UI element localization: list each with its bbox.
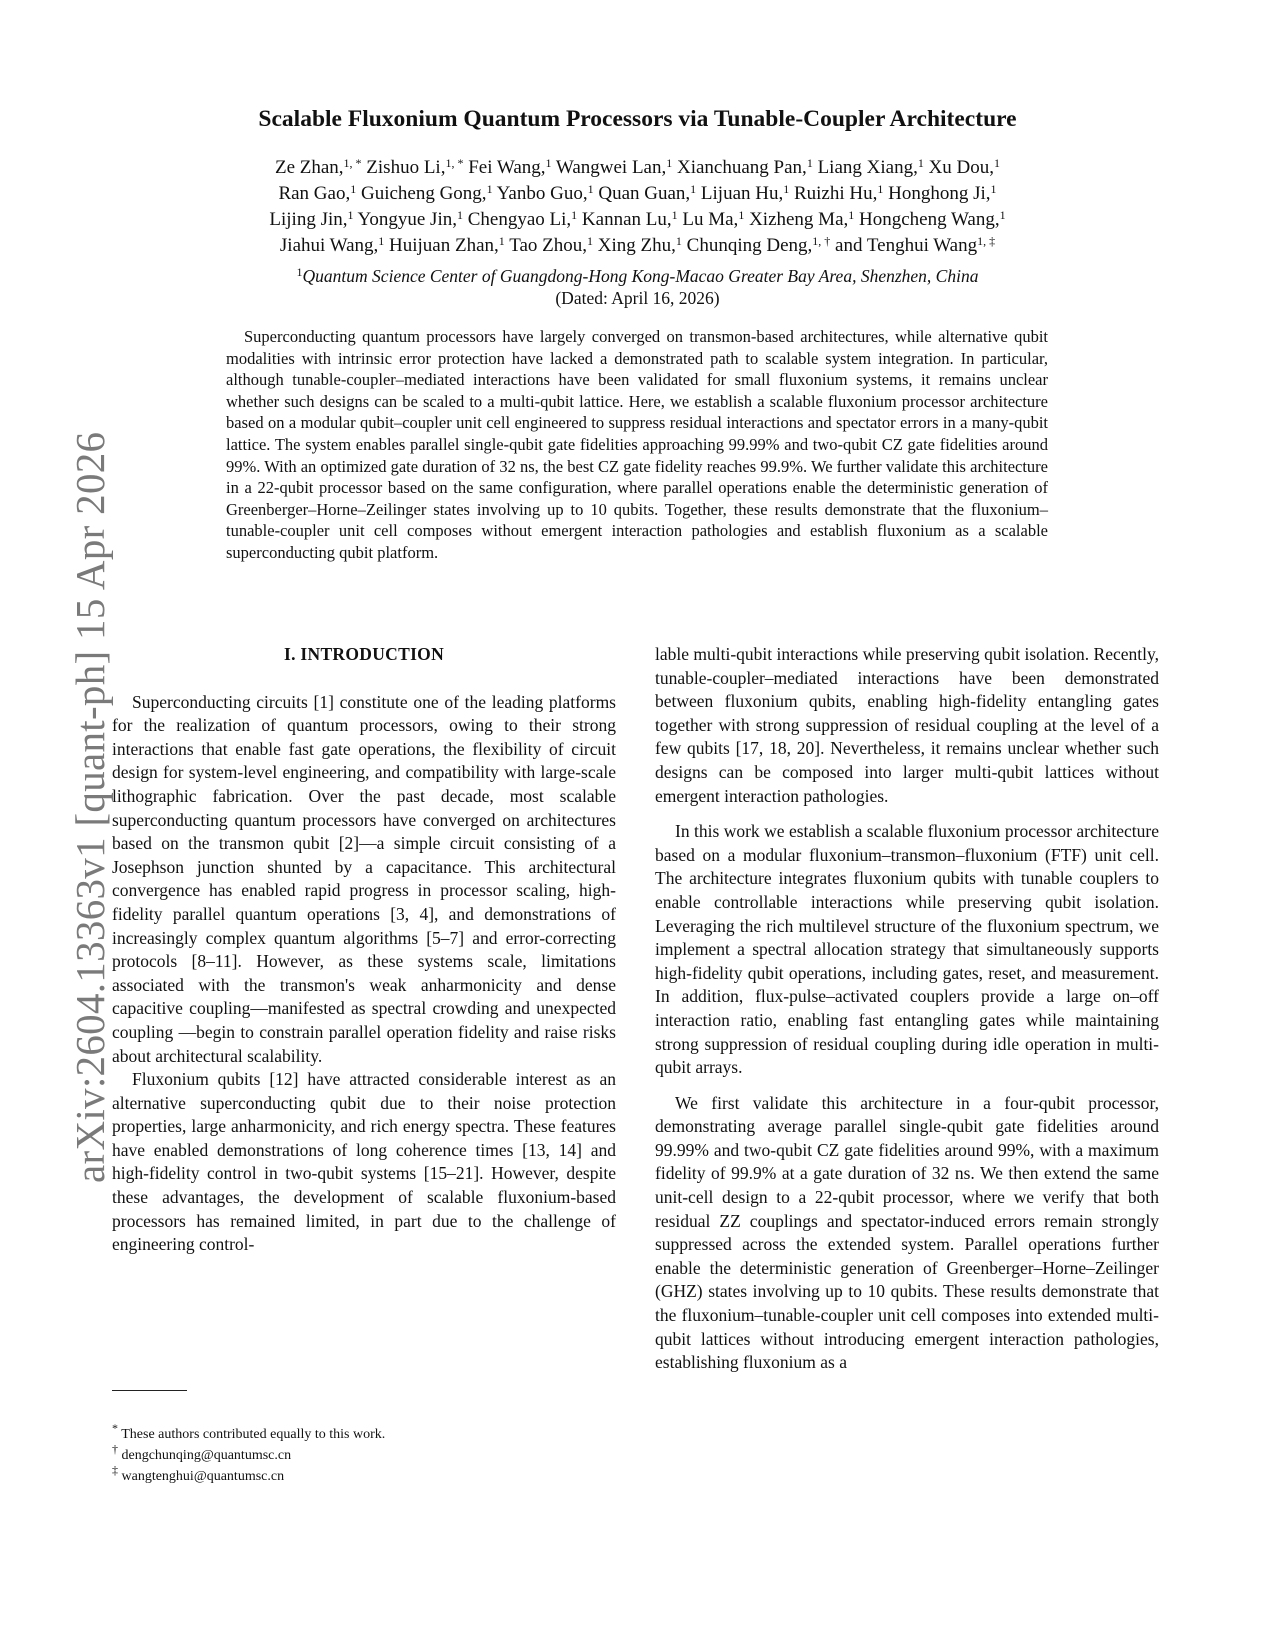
author: Kannan Lu,$^1$ (581, 208, 678, 230)
footnote-divider (112, 1390, 187, 1391)
author: Jiahui Wang,$^1$ (279, 234, 385, 256)
author: Guicheng Gong,$^1$ (360, 182, 493, 204)
arxiv-identifier: arXiv:2604.13363v1 [quant-ph] 15 Apr 2026 (67, 431, 113, 1183)
author-list (150, 155, 1125, 259)
paragraph: In this work we establish a scalable fluxonium processor architecture based on a modular fluxonium–transmon–fluxonium (FTF) unit cell. The architecture integrates fluxonium qubits with tunable couplers to enable controllable interactions while preserving qubit isolation. Leveraging the rich multilevel structure of the fluxonium spectrum, we implement a spectral allocation strategy that simultaneously supports high-fidelity qubit operations, including gates, reset, and measurement. In addition, flux-pulse–activated couplers provide a large on–off interaction ratio, enabling fast entangling gates while maintaining strong suppression of residual coupling during idle operation in multi-qubit arrays. (655, 821, 1159, 1078)
author: Honghong Ji,$^1$ (888, 182, 997, 204)
left-column (112, 643, 616, 1257)
affiliation-mark: 1 (296, 265, 303, 279)
author: Lijing Jin,$^1$ (269, 208, 354, 230)
author: Chengyao Li,$^1$ (467, 208, 578, 230)
paper-title: Scalable Fluxonium Quantum Processors via Tunable-Coupler Architecture (258, 106, 1017, 132)
footnote: ‡ wangtenghui@quantumsc.cn (112, 1463, 285, 1484)
author: Xizheng Ma,$^1$ (749, 208, 855, 230)
author: Chunqing Deng,$^{1, \dagger}$ (686, 234, 831, 256)
author: Quan Guan,$^1$ (598, 182, 697, 204)
author: Hongcheng Wang,$^1$ (859, 208, 1006, 230)
paragraph: lable multi-qubit interactions while preserving qubit isolation. Recently, tunable-coupler–mediated interactions have been demonstrated between fluxonium qubits, enabling high-fidelity entangling gates together with strong suppression of residual coupling at the level of a few qubits [17, 18, 20]. Nevertheless, it remains unclear whether such designs can be composed into larger multi-qubit lattices without emergent interaction pathologies. (655, 644, 1159, 806)
author: Xianchuang Pan,$^1$ (677, 156, 813, 178)
footnotes (112, 1421, 612, 1487)
section-heading: I. INTRODUCTION (283, 644, 445, 664)
abstract: Superconducting quantum processors have largely converged on transmon-based architectures, while alternative qubit modalities with intrinsic error protection have lacked a demonstrated path to scalable system integration. In particular, although tunable-coupler–mediated interactions have been validated for small fluxonium systems, it remains unclear whether such designs can be scaled to a multi-qubit lattice. Here, we establish a scalable fluxonium processor architecture based on a modular qubit–coupler unit cell engineered to suppress residual interactions and spectator errors in a many-qubit lattice. The system enables parallel single-qubit gate fidelities approaching 99.99% and two-qubit CZ gate fidelities around 99%. With an optimized gate duration of 32 ns, the best CZ gate fidelity reaches 99.9%. We further validate this architecture in a 22-qubit processor based on the same configuration, where parallel operations enable the deterministic generation of Greenberger–Horne–Zeilinger states involving up to 10 qubits. Together, these results demonstrate that the fluxonium–tunable-coupler unit cell composes without emergent interaction pathologies and establish fluxonium as a scalable superconducting qubit platform. (226, 327, 1048, 562)
author: Lijuan Hu,$^1$ (700, 182, 790, 204)
paragraph: Fluxonium qubits [12] have attracted considerable interest as an alternative superconducting qubit due to their noise protection properties, large anharmonicity, and rich energy spectra. These features have enabled demonstrations of long coherence times [13, 14] and high-fidelity control in two-qubit systems [15–21]. However, despite these advantages, the development of scalable fluxonium-based processors has remained limited, in part due to the challenge of engineering control- (112, 1069, 616, 1255)
author: Yongyue Jin,$^1$ (357, 208, 463, 230)
date-line: (Dated: April 16, 2026) (555, 288, 720, 308)
affiliation: $^1$Quantum Science Center of Guangdong-Hong Kong-Macao Greater Bay Area, Shenzhen, China (296, 265, 979, 286)
author: Xu Dou,$^1$ (928, 156, 1001, 178)
author: Lu Ma,$^1$ (682, 208, 745, 230)
author: Xing Zhu,$^1$ (597, 234, 682, 256)
paragraph: Superconducting circuits [1] constitute one of the leading platforms for the realization of quantum processors, owing to their strong interactions that enable fast gate operations, the flexibility of circuit design for system-level engineering, and compatibility with large-scale lithographic fabrication. Over the past decade, most scalable superconducting quantum processors have converged on architectures based on the transmon qubit [2]—a simple circuit consisting of a Josephson junction shunted by a capacitance. This architectural convergence has enabled rapid progress in processor scaling, high-fidelity parallel quantum operations [3, 4], and demonstrations of increasingly complex quantum algorithms [5–7] and error-correcting protocols [8–11]. However, as these systems scale, limitations associated with the transmon's weak anharmonicity and dense capacitive coupling—manifested as spectral crowding and unexpected coupling —begin to constrain parallel operation fidelity and raise risks about architectural scalability. (112, 691, 616, 1066)
author: Zishuo Li,$^{1, *}$ (366, 156, 464, 178)
author: Ze Zhan,$^{1, *}$ (274, 156, 362, 178)
author: Tao Zhou,$^1$ (509, 234, 594, 256)
author: Ruizhi Hu,$^1$ (793, 182, 884, 204)
author: Huijuan Zhan,$^1$ (389, 234, 505, 256)
footnote: † dengchunqing@quantumsc.cn (112, 1442, 292, 1463)
author: Liang Xiang,$^1$ (817, 156, 924, 178)
author: Ran Gao,$^1$ (278, 182, 357, 204)
footnote: * These authors contributed equally to this work. (112, 1421, 386, 1442)
paragraph: We first validate this architecture in a four-qubit processor, demonstrating average parallel single-qubit gate fidelities around 99.99% and two-qubit CZ gate fidelities around 99%, with a maximum fidelity of 99.9% at a gate duration of 32 ns. We then extend the same unit-cell design to a 22-qubit processor, where we verify that both residual ZZ couplings and spectator-induced errors remain strongly suppressed across the extended system. Parallel operations further enable the deterministic generation of Greenberger–Horne–Zeilinger (GHZ) states involving up to 10 qubits. These results demonstrate that the fluxonium–tunable-coupler unit cell composes into extended multi-qubit lattices without introducing emergent interaction pathologies, establishing fluxonium as a (655, 1092, 1159, 1373)
author: Yanbo Guo,$^1$ (496, 182, 594, 204)
author: and Tenghui Wang$^{1, \ddagger}$ (835, 234, 996, 256)
author: Fei Wang,$^1$ (468, 156, 552, 178)
author: Wangwei Lan,$^1$ (555, 156, 673, 178)
right-column (655, 643, 1159, 1375)
